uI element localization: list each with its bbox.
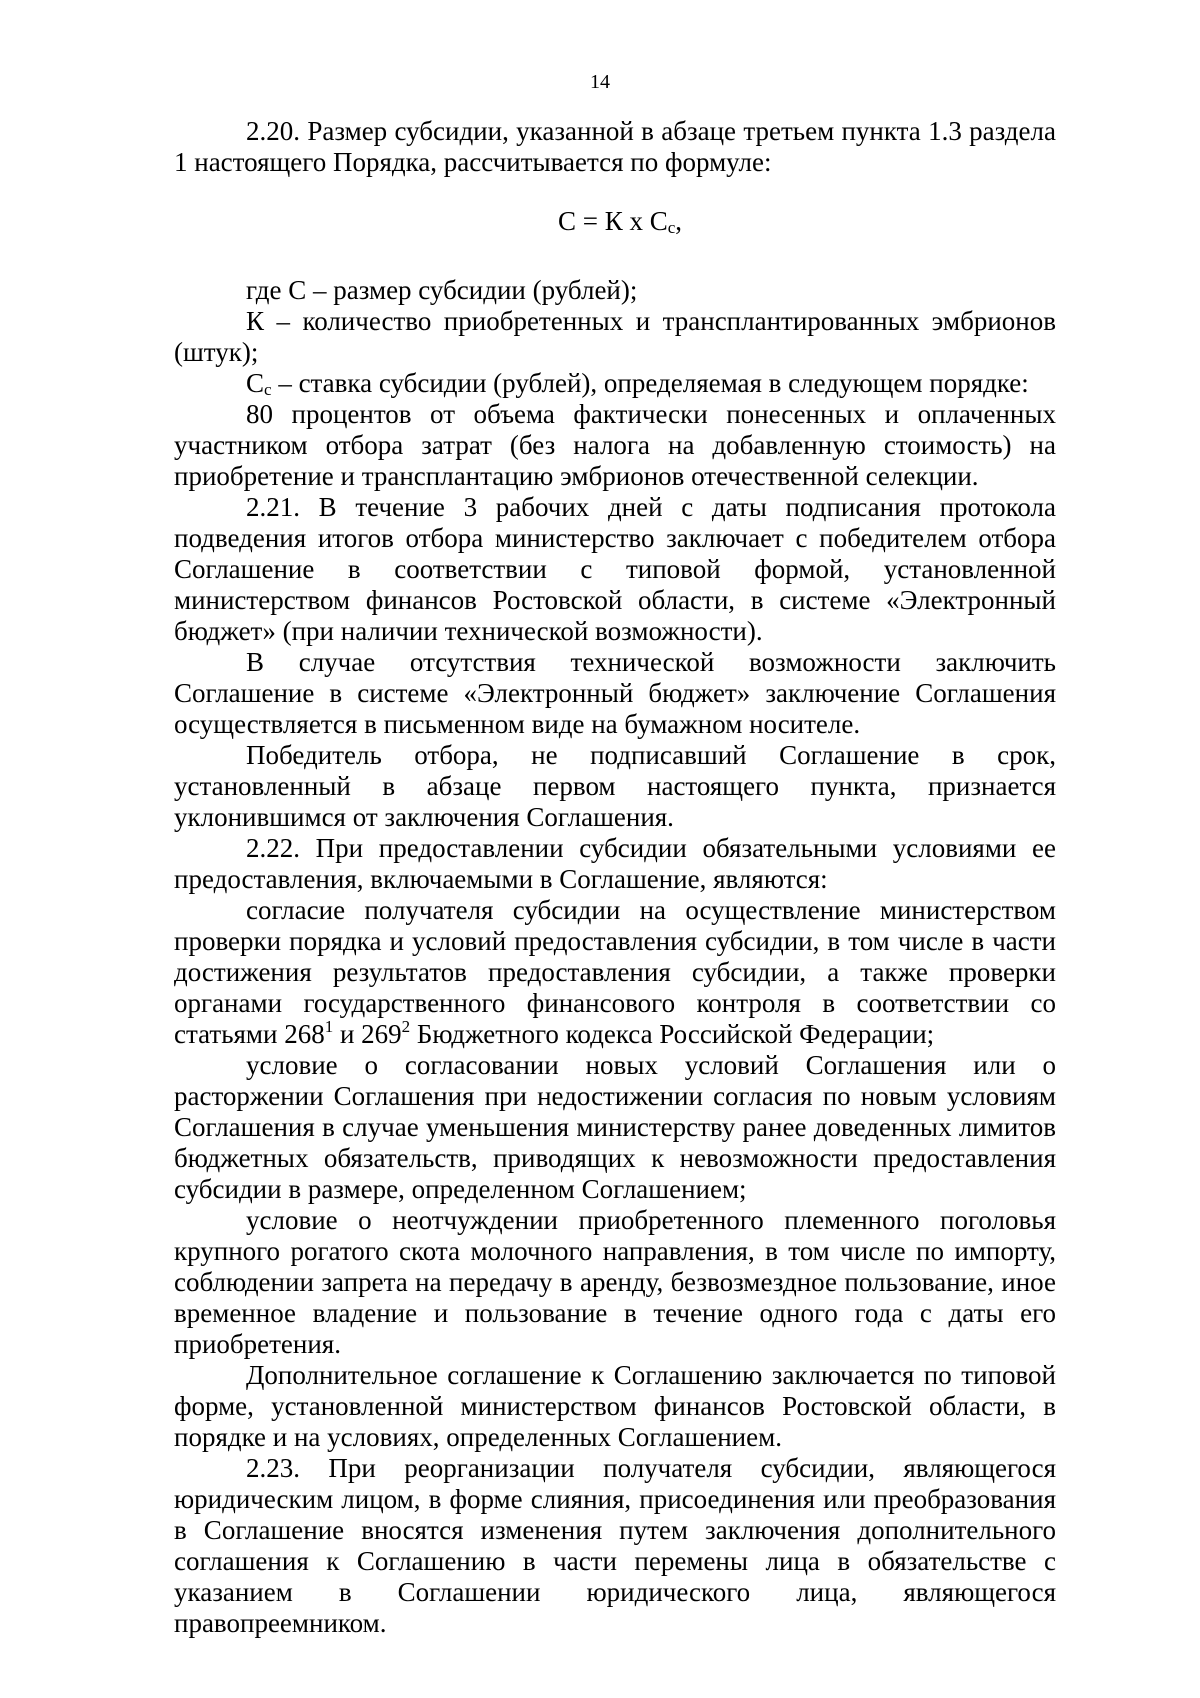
article-269-superscript: 2 bbox=[401, 1017, 411, 1036]
page-number: 14 bbox=[590, 71, 610, 93]
document-body bbox=[174, 0, 1056, 1639]
subsidy-formula bbox=[174, 206, 1056, 237]
paragraph-2-20: 2.20. Размер субсидии, указанной в абзаце третьем пункта 1.3 раздела 1 настоящего Порядка, рассчитывается по формуле: bbox=[174, 116, 1056, 177]
paragraph-non-alienation: условие о неотчуждении приобретенного племенного поголовья крупного рогатого скота молочного направления, в том числе по импорту, соблюдении запрета на передачу в аренду, безвозмездное пользование, иное временное владение и пользование в течение одного года с даты его приобретения. bbox=[174, 1205, 1056, 1359]
definition-c: где С – размер субсидии (рублей); bbox=[246, 275, 638, 305]
paragraph-additional-agreement: Дополнительное соглашение к Соглашению заключается по типовой форме, установленной министерством финансов Ростовской области, в порядке и на условиях, определенных Соглашением. bbox=[174, 1360, 1056, 1452]
paragraph-2-22: 2.22. При предоставлении субсидии обязательными условиями ее предоставления, включаемыми в Соглашение, являются: bbox=[174, 833, 1056, 894]
consent-mid: и 269 bbox=[333, 1019, 402, 1049]
paragraph-2-21: 2.21. В течение 3 рабочих дней с даты подписания протокола подведения итогов отбора министерство заключает с победителем отбора Соглашение в соответствии с типовой формой, установленной министерством финансов Ростовской области, в системе «Электронный бюджет» (при наличии технической возможности). bbox=[174, 492, 1056, 646]
paragraph-consent bbox=[174, 895, 1056, 1050]
definition-cc bbox=[174, 368, 1056, 399]
formula-subscript: с bbox=[667, 218, 676, 237]
paragraph-no-technical-possibility: В случае отсутствия технической возможности заключить Соглашение в системе «Электронный бюджет» заключение Соглашения осуществляется в письменном виде на бумажном носителе. bbox=[174, 647, 1056, 739]
paragraph-80-percent: 80 процентов от объема фактически понесенных и оплаченных участником отбора затрат (без налога на добавленную стоимость) на приобретение и трансплантацию эмбрионов отечественной селекции. bbox=[174, 399, 1056, 491]
consent-text: согласие получателя субсидии на осуществление министерством проверки порядка и условий предоставления субсидии, в том числе в части достижения результатов предоставления субсидии, а также проверки органами государственного финансового контроля в соответствии со статьями 268 bbox=[174, 895, 1056, 1049]
formula-tail: , bbox=[675, 206, 683, 236]
paragraph-winner: Победитель отбора, не подписавший Соглашение в срок, установленный в абзаце первом настоящего пункта, признается уклонившимся от заключения Соглашения. bbox=[174, 740, 1056, 832]
article-268-superscript: 1 bbox=[324, 1017, 334, 1036]
definition-cc-subscript: с bbox=[264, 380, 272, 399]
definition-cc-rest: – ставка субсидии (рублей), определяемая в следующем порядке: bbox=[271, 368, 1029, 398]
consent-end: Бюджетного кодекса Российской Федерации; bbox=[410, 1019, 935, 1049]
paragraph-2-23: 2.23. При реорганизации получателя субсидии, являющегося юридическим лицом, в форме слияния, присоединения или преобразования в Соглашение вносятся изменения путем заключения дополнительного соглашения к Соглашению в части перемены лица в обязательстве с указанием в Соглашении юридического лица, являющегося правопреемником. bbox=[174, 1453, 1056, 1638]
definition-k: К – количество приобретенных и трансплантированных эмбрионов (штук); bbox=[174, 306, 1056, 367]
paragraph-agreement-terms: условие о согласовании новых условий Соглашения или о расторжении Соглашения при недостижении согласия по новым условиям Соглашения в случае уменьшения министерству ранее доведенных лимитов бюджетных обязательств, приводящих к невозможности предоставления субсидии в размере, определенном Соглашением; bbox=[174, 1050, 1056, 1204]
formula-main: С = К х С bbox=[557, 206, 668, 236]
definition-cc-lead: С bbox=[246, 368, 265, 398]
